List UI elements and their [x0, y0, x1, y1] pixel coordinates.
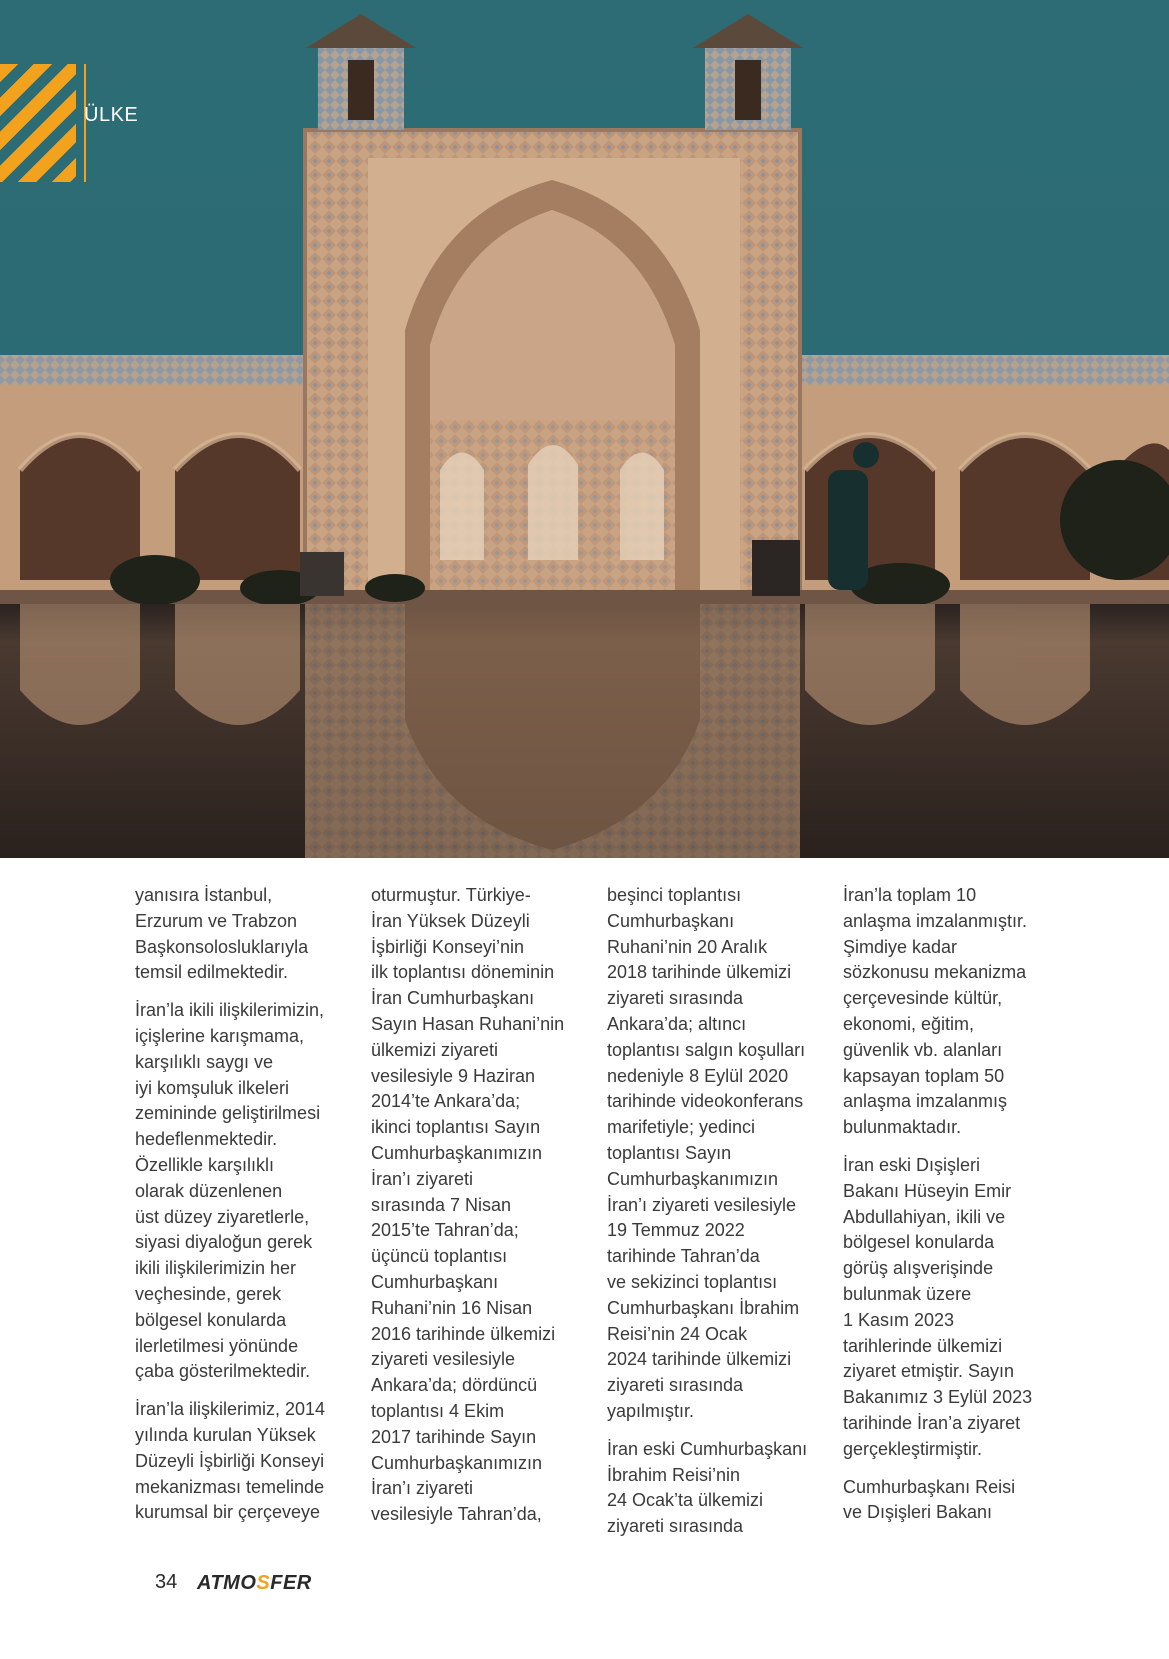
article-text-line: 2014’te Ankara’da;	[371, 1091, 521, 1112]
article-text-line: Cumhurbaşkanı İbrahim	[607, 1297, 800, 1318]
article-text-line: Şimdiye kadar	[843, 936, 958, 957]
article-column-4	[843, 883, 1053, 1538]
article-text-line: çerçevesinde kültür,	[843, 988, 1003, 1009]
article-text-line: kurumsal bir çerçeveye	[135, 1502, 321, 1523]
article-paragraph	[135, 998, 345, 1385]
article-text-line: İran’ı ziyareti vesilesiyle	[607, 1194, 797, 1215]
article-text-line: beşinci toplantısı	[607, 885, 742, 905]
article-text-line: Sayın Hasan Ruhani’nin	[371, 1013, 565, 1034]
article-text-line: tarihinde videokonferans	[607, 1091, 804, 1112]
article-text-line: üst düzey ziyaretlerle,	[135, 1206, 310, 1227]
article-text-line: görüş alışverişinde	[843, 1258, 994, 1279]
article-text-line: İbrahim Reisi’nin	[607, 1464, 741, 1485]
article-text-line: veçhesinde, gerek	[135, 1283, 282, 1304]
article-text-line: gerçekleştirmiştir.	[843, 1438, 983, 1459]
article-text-line: sırasında 7 Nisan	[371, 1194, 512, 1215]
article-text-line: ekonomi, eğitim,	[843, 1013, 975, 1034]
article-text-line: toplantısı salgın koşulları	[607, 1039, 806, 1060]
article-paragraph	[135, 1397, 345, 1526]
article-text-line: marifetiyle; yedinci	[607, 1117, 756, 1138]
article-text-line: İran’la ilişkilerimiz, 2014	[135, 1399, 326, 1420]
article-text-line: ziyareti sırasında	[607, 1516, 744, 1537]
article-text-line: Erzurum ve Trabzon	[135, 910, 298, 931]
article-text-line: 2024 tarihinde ülkemizi	[607, 1349, 792, 1370]
article-text-line: Cumhurbaşkanımızın	[371, 1452, 543, 1473]
article-text-line: Cumhurbaşkanımızın	[371, 1142, 543, 1163]
article-text-line: anlaşma imzalanmış	[843, 1091, 1008, 1112]
article-text-line: sözkonusu mekanizma	[843, 962, 1027, 983]
article-text-line: İran Cumhurbaşkanı	[371, 988, 535, 1009]
article-text-line: Başkonsolosluklarıyla	[135, 936, 309, 957]
article-text-line: Ankara’da; altıncı	[607, 1013, 747, 1034]
article-text-line: ziyareti sırasında	[607, 1375, 744, 1396]
article-text-line: yılında kurulan Yüksek	[135, 1424, 316, 1445]
article-text-line: ikili ilişkilerimizin her	[135, 1258, 297, 1279]
article-text-line: 1 Kasım 2023	[843, 1309, 955, 1330]
article-text-line: Cumhurbaşkanı Reisi	[843, 1476, 1016, 1497]
article-column-2	[371, 883, 581, 1540]
article-text-line: Cumhurbaşkanı	[607, 910, 735, 931]
article-paragraph	[843, 1475, 1053, 1527]
section-stripes-decoration	[0, 64, 76, 182]
article-text-line: nedeniyle 8 Eylül 2020	[607, 1065, 789, 1086]
article-text-line: oturmuştur. Türkiye-	[371, 885, 531, 905]
section-label: ÜLKE	[84, 104, 139, 126]
article-text-line: zemininde geliştirilmesi	[135, 1103, 321, 1124]
article-text-line: Düzeyli İşbirliği Konseyi	[135, 1450, 325, 1471]
article-text-line: ikinci toplantısı Sayın	[371, 1117, 541, 1138]
magazine-logo	[197, 1572, 312, 1595]
article-text-line: tarihinde Tahran’da	[607, 1246, 760, 1267]
article-text-line: 24 Ocak’ta ülkemizi	[607, 1490, 764, 1511]
article-text-line: Özellikle karşılıklı	[135, 1154, 275, 1175]
article-text-line: Reisi’nin 24 Ocak	[607, 1323, 748, 1344]
article-text-line: üçüncü toplantısı	[371, 1246, 508, 1267]
article-text-line: siyasi diyaloğun gerek	[135, 1232, 313, 1253]
article-text-line: mekanizması temelinde	[135, 1476, 325, 1497]
article-paragraph	[135, 883, 345, 986]
article-text-line: vesilesiyle 9 Haziran	[371, 1065, 536, 1086]
logo-text-prefix: ATMO	[197, 1572, 257, 1594]
article-text-line: çaba gösterilmektedir.	[135, 1361, 311, 1382]
article-text-line: bulunmaktadır.	[843, 1117, 962, 1138]
article-text-line: ve Dışişleri Bakanı	[843, 1502, 993, 1523]
article-text-line: anlaşma imzalanmıştır.	[843, 910, 1028, 931]
article-text-line: İran’ı ziyareti	[371, 1168, 474, 1189]
article-text-line: toplantısı 4 Ekim	[371, 1400, 505, 1421]
article-text-line: bulunmak üzere	[843, 1283, 972, 1304]
article-paragraph	[371, 883, 581, 1528]
article-text-line: 2016 tarihinde ülkemizi	[371, 1323, 556, 1344]
page-number: 34	[155, 1571, 178, 1593]
article-text-line: Ruhani’nin 20 Aralık	[607, 936, 768, 957]
article-text-line: Bakanımız 3 Eylül 2023	[843, 1387, 1033, 1408]
article-text-line: Cumhurbaşkanımızın	[607, 1168, 779, 1189]
article-text-line: ve sekizinci toplantısı	[607, 1271, 778, 1292]
article-text-line: yapılmıştır.	[607, 1400, 695, 1421]
article-text-line: hedeflenmektedir.	[135, 1129, 278, 1150]
article-text-line: bölgesel konularda	[135, 1309, 287, 1330]
article-text-line: Bakanı Hüseyin Emir	[843, 1180, 1012, 1201]
article-text-line: Ankara’da; dördüncü	[371, 1375, 538, 1396]
article-text-line: kapsayan toplam 50	[843, 1065, 1005, 1086]
article-text-line: İran’la ikili ilişkilerimizin,	[135, 1000, 325, 1021]
article-text-line: güvenlik vb. alanları	[843, 1039, 1003, 1060]
article-text-line: temsil edilmektedir.	[135, 962, 289, 983]
article-text-line: Cumhurbaşkanı	[371, 1271, 499, 1292]
article-text-line: İran’ı ziyareti	[371, 1478, 474, 1499]
article-text-line: İran’la toplam 10	[843, 885, 977, 905]
article-text-line: bölgesel konularda	[843, 1232, 995, 1253]
logo-text-accent: S	[256, 1572, 271, 1594]
article-text-line: İran Yüksek Düzeyli	[371, 910, 530, 931]
article-paragraph	[607, 1437, 817, 1540]
article-text-line: yanısıra İstanbul,	[135, 885, 273, 905]
article-column-1	[135, 883, 345, 1538]
article-text-line: 2018 tarihinde ülkemizi	[607, 962, 792, 983]
article-text-line: ilk toplantısı döneminin	[371, 962, 555, 983]
article-text-line: ziyaret etmiştir. Sayın	[843, 1361, 1015, 1382]
article-text-line: ziyareti sırasında	[607, 988, 744, 1009]
article-text-line: iyi komşuluk ilkeleri	[135, 1077, 290, 1098]
article-paragraph	[843, 883, 1053, 1141]
article-text-line: tarihlerinde ülkemizi	[843, 1335, 1003, 1356]
article-text-line: içişlerine karışmama,	[135, 1025, 305, 1046]
article-text-line: ilerletilmesi yönünde	[135, 1335, 299, 1356]
article-text-line: vesilesiyle Tahran’da,	[371, 1504, 542, 1525]
article-text-line: Ruhani’nin 16 Nisan	[371, 1297, 533, 1318]
article-column-3	[607, 883, 817, 1552]
article-paragraph	[607, 883, 817, 1425]
article-text-line: 2017 tarihinde Sayın	[371, 1426, 537, 1447]
article-text-line: İran eski Dışişleri	[843, 1154, 981, 1175]
article-text-line: 2015’te Tahran’da;	[371, 1220, 519, 1241]
article-paragraph	[843, 1153, 1053, 1463]
article-text-line: toplantısı Sayın	[607, 1142, 732, 1163]
article-text-line: ziyareti vesilesiyle	[371, 1349, 516, 1370]
article-text-line: İran eski Cumhurbaşkanı	[607, 1438, 808, 1459]
article-text-line: karşılıklı saygı ve	[135, 1051, 274, 1072]
article-text-line: Abdullahiyan, ikili ve	[843, 1206, 1006, 1227]
article-text-line: ülkemizi ziyareti	[371, 1039, 499, 1060]
logo-text-suffix: FER	[270, 1572, 312, 1594]
article-text-line: tarihinde İran’a ziyaret	[843, 1412, 1021, 1433]
article-text-line: İşbirliği Konseyi’nin	[371, 936, 525, 957]
article-text-line: olarak düzenlenen	[135, 1180, 283, 1201]
article-text-line: 19 Temmuz 2022	[607, 1220, 745, 1241]
